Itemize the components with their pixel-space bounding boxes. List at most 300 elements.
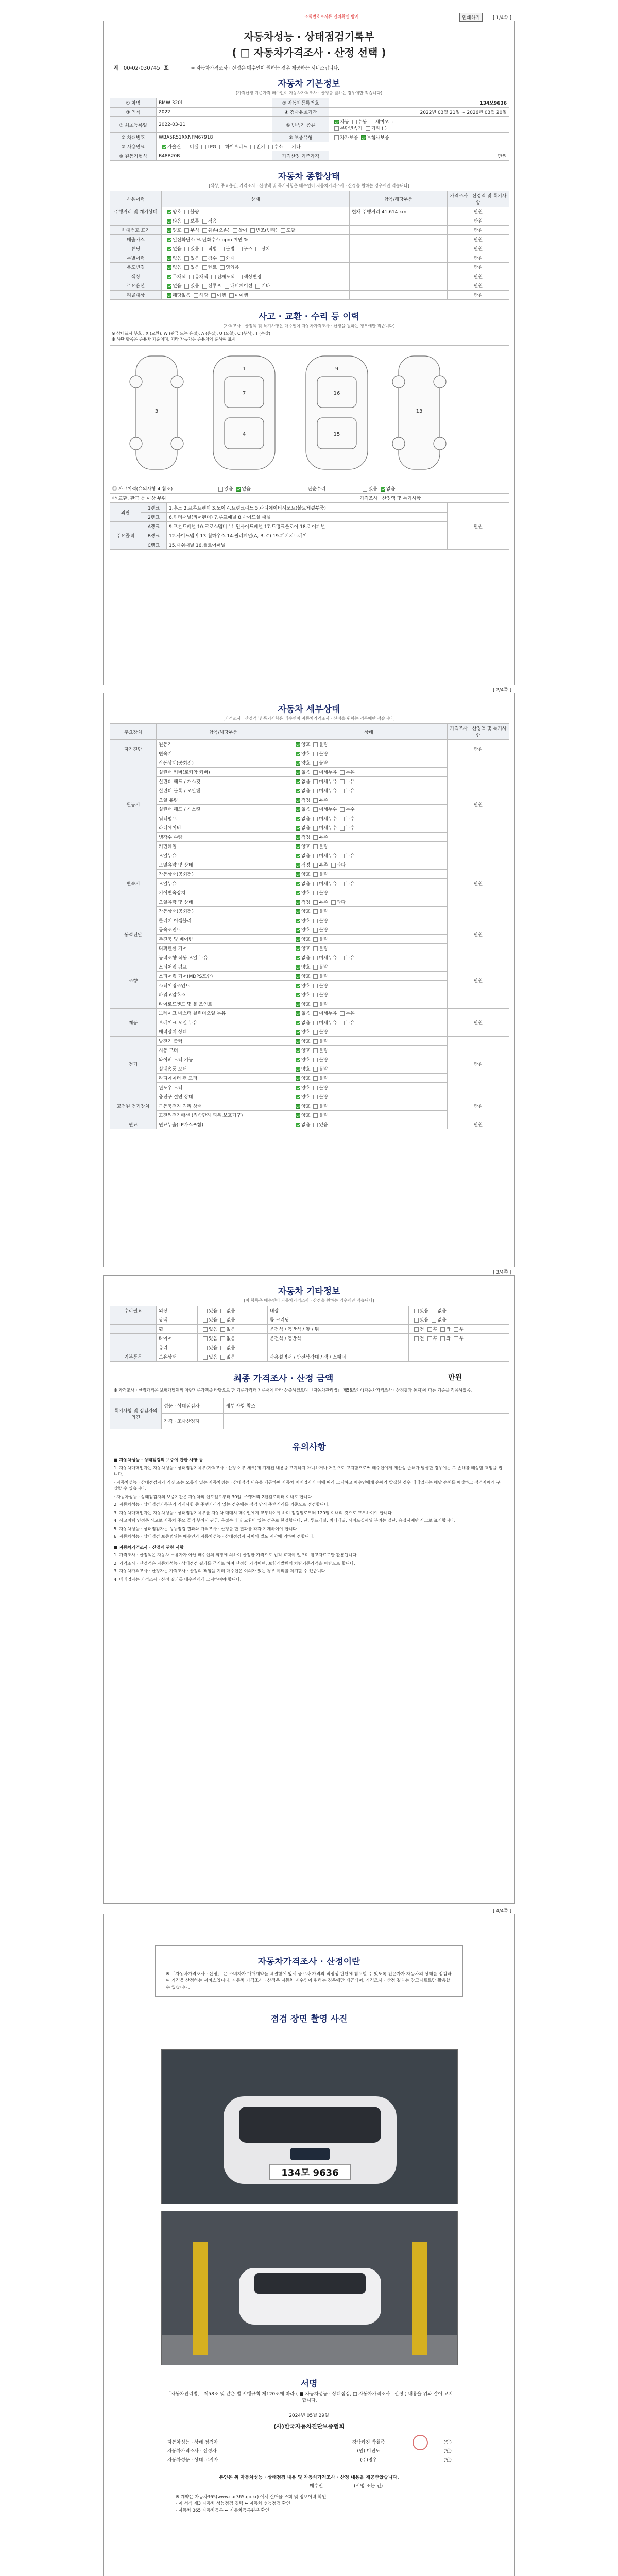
checkbox[interactable] [220, 256, 225, 261]
row-price: 만원 [448, 291, 509, 300]
checkbox[interactable] [219, 145, 224, 149]
checkbox[interactable] [296, 909, 300, 914]
checkbox[interactable] [313, 1095, 318, 1099]
checkbox[interactable] [334, 135, 339, 140]
sig-name: (주)명우 [360, 2458, 377, 2463]
checkbox[interactable] [255, 284, 260, 289]
checkbox[interactable] [250, 145, 255, 149]
checkbox[interactable] [189, 275, 194, 279]
checkbox[interactable] [296, 1002, 300, 1007]
option-label: 많음 [173, 219, 182, 224]
item-label: 워터펌프 [157, 814, 290, 823]
checkbox[interactable] [250, 228, 255, 233]
row-price: 만원 [448, 226, 509, 235]
checkbox[interactable] [184, 265, 189, 270]
checkbox[interactable] [340, 789, 345, 793]
checkbox[interactable] [432, 1309, 436, 1313]
rank: A랭크 [141, 522, 167, 531]
checkbox[interactable] [313, 956, 318, 960]
option-label: 양호 [301, 872, 311, 877]
checkbox[interactable] [296, 974, 300, 979]
rank-items: 15.대쉬패널 16.플로어패널 [167, 540, 448, 550]
checkbox[interactable] [296, 1123, 300, 1127]
checkbox[interactable] [220, 247, 225, 251]
option-label: 양호 [301, 752, 311, 757]
caution-title: 유의사항 [292, 1442, 326, 1452]
group-price: 만원 [448, 740, 509, 758]
checkbox[interactable] [313, 854, 318, 858]
opt: 보험사보증 [367, 135, 389, 141]
checkbox[interactable] [184, 256, 189, 261]
buyer-sign: (서명 또는 인) [354, 2484, 383, 2489]
option-label: 있음 [319, 1123, 328, 1128]
item-label: 윈도우 모터 [157, 1083, 290, 1092]
checkbox[interactable] [167, 219, 171, 224]
opt: 없음 [386, 487, 396, 492]
checkbox[interactable] [194, 293, 198, 298]
checkbox[interactable] [313, 1113, 318, 1118]
checkbox[interactable] [296, 1039, 300, 1044]
checkbox[interactable] [296, 844, 300, 849]
checkbox[interactable] [366, 126, 370, 131]
checkbox[interactable] [340, 854, 345, 858]
sign-title: 서명 [300, 2379, 318, 2389]
checkbox[interactable] [313, 826, 318, 831]
checkbox[interactable] [313, 1086, 318, 1090]
checkbox[interactable] [414, 1327, 419, 1332]
checkbox[interactable] [313, 844, 318, 849]
accident-title: 사고 · 교환 · 수리 등 이력 [258, 312, 360, 322]
checkbox[interactable] [340, 817, 345, 821]
inspector-table [110, 1398, 509, 1429]
row-extra [350, 216, 448, 226]
svg-text:1: 1 [242, 366, 246, 372]
checkbox[interactable] [313, 919, 318, 923]
checkbox[interactable] [313, 900, 318, 905]
checkbox[interactable] [167, 265, 171, 270]
option-label: 화재 [226, 256, 235, 261]
checkbox[interactable] [225, 284, 229, 289]
checkbox[interactable] [313, 872, 318, 877]
checkbox[interactable] [167, 210, 171, 214]
item-label: 스티어링 펌프 [157, 962, 290, 972]
option-label: 미세누유 [319, 770, 337, 775]
checkbox[interactable] [313, 993, 318, 997]
row-label: 튜닝 [110, 244, 162, 253]
table-row [110, 281, 509, 291]
checkbox[interactable] [167, 238, 171, 242]
checkbox[interactable] [296, 817, 300, 821]
checkbox[interactable] [220, 265, 225, 270]
checkbox[interactable] [313, 1058, 318, 1062]
checkbox[interactable] [296, 882, 300, 886]
group-label: 원동기 [110, 758, 157, 851]
option-label: 불량 [319, 1039, 328, 1044]
checkbox[interactable] [211, 293, 216, 298]
opt: 전기 [256, 145, 265, 150]
checkbox[interactable] [440, 1336, 445, 1341]
sig-seal: (인) [443, 2458, 452, 2463]
checkbox[interactable] [220, 1336, 225, 1341]
service-notice: ※ 자동차가격조사 · 산정은 매수인이 원하는 경우 제공하는 서비스입니다. [191, 66, 340, 71]
checkbox[interactable] [220, 1346, 225, 1350]
opt: 있음 [368, 487, 377, 492]
checkbox[interactable] [202, 265, 207, 270]
option-label: 있음 [190, 256, 199, 261]
item-label: 오일누유 [157, 851, 290, 860]
checkbox[interactable] [220, 1318, 225, 1323]
table-row [110, 1120, 509, 1129]
checkbox[interactable] [202, 284, 207, 289]
checkbox[interactable] [313, 770, 318, 775]
checkbox[interactable] [313, 882, 318, 886]
checkbox[interactable] [218, 487, 223, 492]
checkbox[interactable] [296, 891, 300, 895]
option-label: 없음 [301, 779, 311, 785]
checkbox[interactable] [236, 487, 241, 492]
option-label: 불량 [319, 937, 328, 942]
checkbox[interactable] [211, 275, 216, 279]
checkbox[interactable] [296, 807, 300, 812]
option-label: 불량 [319, 1048, 328, 1054]
checkbox[interactable] [440, 1327, 445, 1332]
checkbox[interactable] [296, 1076, 300, 1081]
option-label: 없음 [301, 1021, 311, 1026]
option-label: 변조(변타) [255, 228, 278, 233]
checkbox[interactable] [296, 993, 300, 997]
table-row [110, 1334, 509, 1343]
checkbox[interactable] [203, 1309, 208, 1313]
checkbox[interactable] [203, 1336, 208, 1341]
checkbox[interactable] [313, 761, 318, 766]
checkbox[interactable] [167, 228, 171, 233]
checkbox[interactable] [313, 807, 318, 812]
svg-text:9: 9 [335, 366, 339, 372]
checkbox[interactable] [296, 770, 300, 775]
checkbox[interactable] [162, 145, 166, 149]
checkbox[interactable] [313, 789, 318, 793]
row-price: 만원 [448, 263, 509, 272]
checkbox[interactable] [313, 974, 318, 979]
checkbox[interactable] [238, 247, 243, 251]
sig-label: 자동차가격조사 · 산정자 [167, 2449, 217, 2454]
checkbox[interactable] [313, 937, 318, 942]
checkbox[interactable] [313, 984, 318, 988]
checkbox[interactable] [296, 798, 300, 803]
option-label: 부족 [319, 835, 328, 840]
checkbox[interactable] [184, 284, 189, 289]
state-options [290, 925, 448, 935]
checkbox[interactable] [331, 863, 336, 868]
checkbox[interactable] [454, 1336, 458, 1341]
option-label: 미세누유 [319, 1011, 337, 1016]
option-label: 미세누유 [319, 1021, 337, 1026]
opt: 기타 [291, 145, 301, 150]
row-label: 배출가스 [110, 235, 162, 244]
checkbox[interactable] [238, 275, 243, 279]
checkbox[interactable] [340, 882, 345, 886]
checkbox[interactable] [202, 219, 207, 224]
option-label: 불량 [319, 984, 328, 989]
checkbox[interactable] [201, 145, 206, 149]
overall-title: 자동차 종합상태 [278, 172, 340, 182]
option-label: 적음 [208, 219, 217, 224]
checkbox[interactable] [203, 1355, 208, 1360]
state-options [290, 999, 448, 1009]
footer-note: ※ 계약은 자동차365(www.car365.go.kr) 에서 실매물 조회 및 정보이력 확인 [176, 2495, 327, 2500]
checkbox[interactable] [296, 919, 300, 923]
checkbox[interactable] [296, 1030, 300, 1035]
state-options [290, 1055, 448, 1064]
checkbox[interactable] [203, 1327, 208, 1332]
checkbox[interactable] [363, 487, 367, 492]
rank: B랭크 [141, 531, 167, 540]
checkbox[interactable] [203, 1346, 208, 1350]
checkbox[interactable] [184, 228, 189, 233]
checkbox[interactable] [167, 284, 171, 289]
checkbox[interactable] [381, 487, 385, 492]
checkbox[interactable] [313, 1048, 318, 1053]
checkbox[interactable] [296, 761, 300, 766]
checkbox[interactable] [313, 863, 318, 868]
checkbox[interactable] [313, 779, 318, 784]
option-label: 양호 [173, 210, 182, 215]
option-label: 불량 [319, 928, 328, 933]
checkbox[interactable] [414, 1309, 419, 1313]
checkbox[interactable] [313, 1039, 318, 1044]
checkbox[interactable] [313, 1067, 318, 1072]
checkbox[interactable] [184, 210, 189, 214]
info-box [155, 1945, 463, 1997]
state-options [290, 870, 448, 879]
checkbox[interactable] [313, 946, 318, 951]
checkbox[interactable] [361, 135, 366, 140]
fuel [157, 142, 509, 151]
checkbox[interactable] [281, 228, 285, 233]
row-extra [350, 291, 448, 300]
option-label: 불량 [319, 742, 328, 748]
checkbox[interactable] [296, 900, 300, 905]
checkbox[interactable] [313, 1104, 318, 1109]
table-row [110, 953, 509, 962]
checkbox[interactable] [414, 1336, 419, 1341]
receipt-text: 본인은 위 자동차성능 · 상태점검 내용 및 자동차가격조사 · 산정 내용을 제공받았습니다. [219, 2475, 399, 2480]
table-row [110, 226, 509, 235]
rank: C랭크 [141, 540, 167, 550]
checkbox[interactable] [313, 1011, 318, 1016]
checkbox[interactable] [340, 779, 345, 784]
checkbox[interactable] [202, 256, 207, 261]
option-label: 불법 [226, 247, 235, 252]
svg-text:3: 3 [154, 409, 159, 414]
caution-list [114, 1552, 504, 1582]
overall-subtitle: [색상, 주요옵션, 가격조사 · 산정액 및 특기사항은 매수인이 자동차가격조사 · 산정을 원하는 경우에만 적습니다] [209, 183, 409, 188]
checkbox[interactable] [296, 1104, 300, 1109]
checkbox[interactable] [296, 752, 300, 756]
checkbox[interactable] [340, 1021, 345, 1025]
option-label: 전 [419, 1336, 424, 1342]
option-label: 있음 [190, 247, 199, 252]
checkbox[interactable] [313, 835, 318, 840]
table-row [110, 272, 509, 281]
checkbox[interactable] [220, 1355, 225, 1360]
checkbox[interactable] [313, 1123, 318, 1127]
checkbox[interactable] [414, 1318, 419, 1323]
checkbox[interactable] [432, 1318, 436, 1323]
checkbox[interactable] [255, 247, 260, 251]
final-title: 최종 가격조사 · 산정 금액 [233, 1374, 334, 1384]
main-group: 주요골격 [110, 522, 141, 550]
sign-date: 2024년 05월 29일 [289, 2413, 329, 2418]
checkbox[interactable] [313, 1021, 318, 1025]
item-label: 실린더 블록 / 오일팬 [157, 786, 290, 795]
page-2 [103, 688, 515, 1267]
checkbox[interactable] [229, 293, 234, 298]
checkbox[interactable] [184, 247, 189, 251]
checkbox[interactable] [220, 1327, 225, 1332]
car-lift-photo [162, 2211, 458, 2365]
checkbox[interactable] [296, 965, 300, 970]
checkbox[interactable] [296, 826, 300, 831]
checkbox[interactable] [313, 965, 318, 970]
car-diagram [110, 345, 509, 479]
option-label: 불량 [319, 919, 328, 924]
option-label: 상이 [238, 228, 247, 233]
checkbox[interactable] [296, 742, 300, 747]
option-label: 미세누수 [319, 826, 337, 831]
checkbox[interactable] [268, 145, 273, 149]
checkbox[interactable] [296, 1067, 300, 1072]
checkbox[interactable] [313, 891, 318, 895]
checkbox[interactable] [454, 1327, 458, 1332]
checkbox[interactable] [313, 928, 318, 933]
checkbox[interactable] [313, 798, 318, 803]
col-head: 가격조사 · 산정액 및 특기사항 [448, 724, 509, 740]
item-label: 실내송풍 모터 [157, 1064, 290, 1074]
checkbox[interactable] [167, 247, 171, 251]
checkbox[interactable] [167, 293, 171, 298]
checkbox[interactable] [296, 872, 300, 877]
checkbox[interactable] [340, 826, 345, 831]
checkbox[interactable] [296, 779, 300, 784]
row-extra [350, 253, 448, 263]
checkbox[interactable] [296, 956, 300, 960]
checkbox[interactable] [313, 742, 318, 747]
option-label: 양호 [301, 742, 311, 748]
checkbox[interactable] [313, 1076, 318, 1081]
option-label: 누유 [346, 789, 355, 794]
checkbox[interactable] [340, 807, 345, 812]
option-label: 양호 [301, 1039, 311, 1044]
row-extra [350, 244, 448, 253]
checkbox[interactable] [352, 120, 357, 124]
checkbox[interactable] [296, 928, 300, 933]
checkbox[interactable] [296, 937, 300, 942]
checkbox[interactable] [286, 145, 290, 149]
item-label: 브레이크 마스터 실린더오일 누유 [157, 1009, 290, 1018]
state-options [198, 1315, 268, 1325]
checkbox[interactable] [313, 909, 318, 914]
row-group: 수리필요 [110, 1306, 157, 1315]
checkbox[interactable] [313, 1030, 318, 1035]
option-label: 훼손(오손) [208, 228, 230, 233]
option-label: 이행 [217, 293, 226, 298]
checkbox[interactable] [167, 275, 171, 279]
option-label: 미세누유 [319, 854, 337, 859]
caution-body [114, 1456, 504, 1582]
checkbox[interactable] [184, 219, 189, 224]
group-label: 제동 [110, 1009, 157, 1037]
checkbox[interactable] [233, 228, 237, 233]
option-label: 있음 [209, 1355, 218, 1360]
state-options [290, 823, 448, 833]
checkbox[interactable] [331, 900, 336, 905]
group-price: 만원 [448, 1120, 509, 1129]
opt: 디젤 [190, 145, 199, 150]
checkbox[interactable] [184, 145, 188, 149]
opt: 세미오토 [375, 120, 393, 125]
checkbox[interactable] [296, 854, 300, 858]
checkbox[interactable] [370, 120, 374, 124]
option-label: 양호 [301, 946, 311, 952]
checkbox[interactable] [296, 1113, 300, 1118]
checkbox[interactable] [296, 1095, 300, 1099]
checkbox[interactable] [313, 817, 318, 821]
state-options [162, 226, 350, 235]
checkbox[interactable] [340, 956, 345, 960]
checkbox[interactable] [296, 1058, 300, 1062]
checkbox[interactable] [427, 1336, 432, 1341]
item-label: 작동상태(공회전) [157, 907, 290, 916]
row-label: 차대번호 표기 [110, 226, 162, 235]
checkbox[interactable] [340, 770, 345, 775]
checkbox[interactable] [296, 984, 300, 988]
item-label: 스티어링조인트 [157, 981, 290, 990]
checkbox[interactable] [340, 1011, 345, 1016]
checkbox[interactable] [202, 247, 207, 251]
table-row [110, 758, 509, 768]
option-label: 없음 [301, 1011, 311, 1016]
checkbox[interactable] [313, 752, 318, 756]
item-label: 광택 [157, 1315, 198, 1325]
checkbox[interactable] [167, 256, 171, 261]
checkbox[interactable] [296, 835, 300, 840]
checkbox[interactable] [296, 789, 300, 793]
checkbox[interactable] [313, 1002, 318, 1007]
checkbox[interactable] [296, 1048, 300, 1053]
checkbox[interactable] [296, 946, 300, 951]
checkbox[interactable] [202, 228, 207, 233]
item-label: 오일유량 및 상태 [157, 897, 290, 907]
row-label: 주행거리 및 계기상태 [110, 207, 162, 216]
print-button[interactable]: 인쇄하기 [459, 13, 483, 22]
checkbox[interactable] [427, 1327, 432, 1332]
checkbox[interactable] [203, 1318, 208, 1323]
option-label: 불량 [319, 1113, 328, 1118]
option-label: 부족 [319, 798, 328, 803]
header-link[interactable]: 조회번호로서류 진위확인 방지 [304, 14, 359, 19]
checkbox[interactable] [334, 120, 339, 124]
checkbox[interactable] [334, 126, 339, 131]
rank-price: 만원 [448, 503, 509, 550]
option-label: 부족 [319, 863, 328, 868]
checkbox[interactable] [296, 1086, 300, 1090]
checkbox[interactable] [296, 1021, 300, 1025]
checkbox[interactable] [220, 1309, 225, 1313]
row-price: 만원 [448, 216, 509, 226]
checkbox[interactable] [296, 1011, 300, 1016]
checkbox[interactable] [296, 863, 300, 868]
